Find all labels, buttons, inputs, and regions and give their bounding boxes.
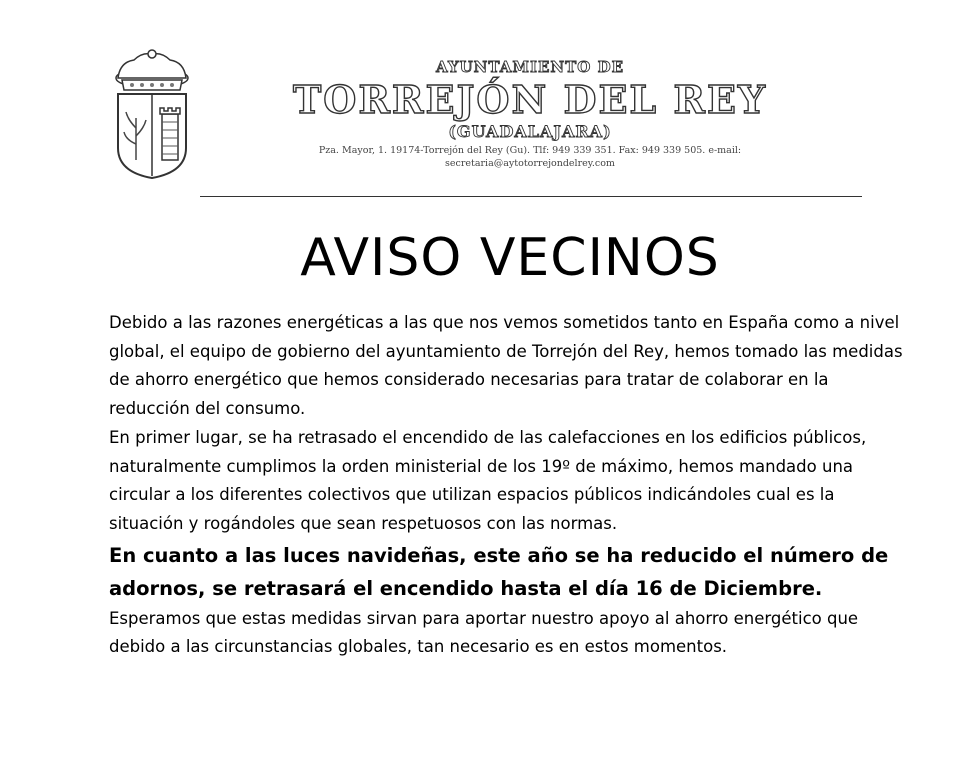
header-divider bbox=[200, 196, 862, 197]
org-name: TORREJÓN DEL REY bbox=[292, 77, 768, 122]
contact-info bbox=[200, 144, 860, 170]
paragraph-closing: Esperamos que estas medidas sirvan para aportar nuestro apoyo al ahorro energético que debido a las circunstancias globales, tan necesario es en estos momentos. bbox=[109, 608, 859, 657]
paragraph-christmas-lights: En cuanto a las luces navideñas, este año se ha reducido el número de adornos, se retrasará el encendido hasta el día 16 de Diciembre. bbox=[109, 543, 889, 600]
letterhead bbox=[200, 58, 860, 170]
org-prefix: AYUNTAMIENTO DE bbox=[435, 58, 625, 76]
paragraph-intro: Debido a las razones energéticas a las que nos vemos sometidos tanto en España como a nivel global, el equipo de gobierno del ayuntamiento de Torrejón del Rey, hemos tomado las medidas de ahorro energético que hemos considerado necesarias para tratar de colaborar en la reducción del consumo. bbox=[109, 313, 903, 419]
paragraph-measures: En primer lugar, se ha retrasado el encendido de las calefacciones en los edificios públicos, naturalmente cumplimos la orden ministerial de los 19º de máximo, hemos mandado una circular a los diferentes colectivos que utilizan espacios públicos indicándoles cual es la situación y rogándoles que sean respetuosos con las normas. bbox=[109, 427, 867, 533]
province: (GUADALAJARA) bbox=[448, 122, 612, 141]
contact-line-email: secretaria@aytotorrejondelrey.com bbox=[445, 158, 615, 169]
notice-title: AVISO VECINOS bbox=[300, 228, 720, 288]
coat-of-arms-icon bbox=[108, 48, 196, 182]
notice-body bbox=[109, 309, 909, 662]
contact-line-address: Pza. Mayor, 1. 19174-Torrejón del Rey (Gu). Tlf: 949 339 351. Fax: 949 339 505. e-mail: bbox=[318, 145, 742, 156]
